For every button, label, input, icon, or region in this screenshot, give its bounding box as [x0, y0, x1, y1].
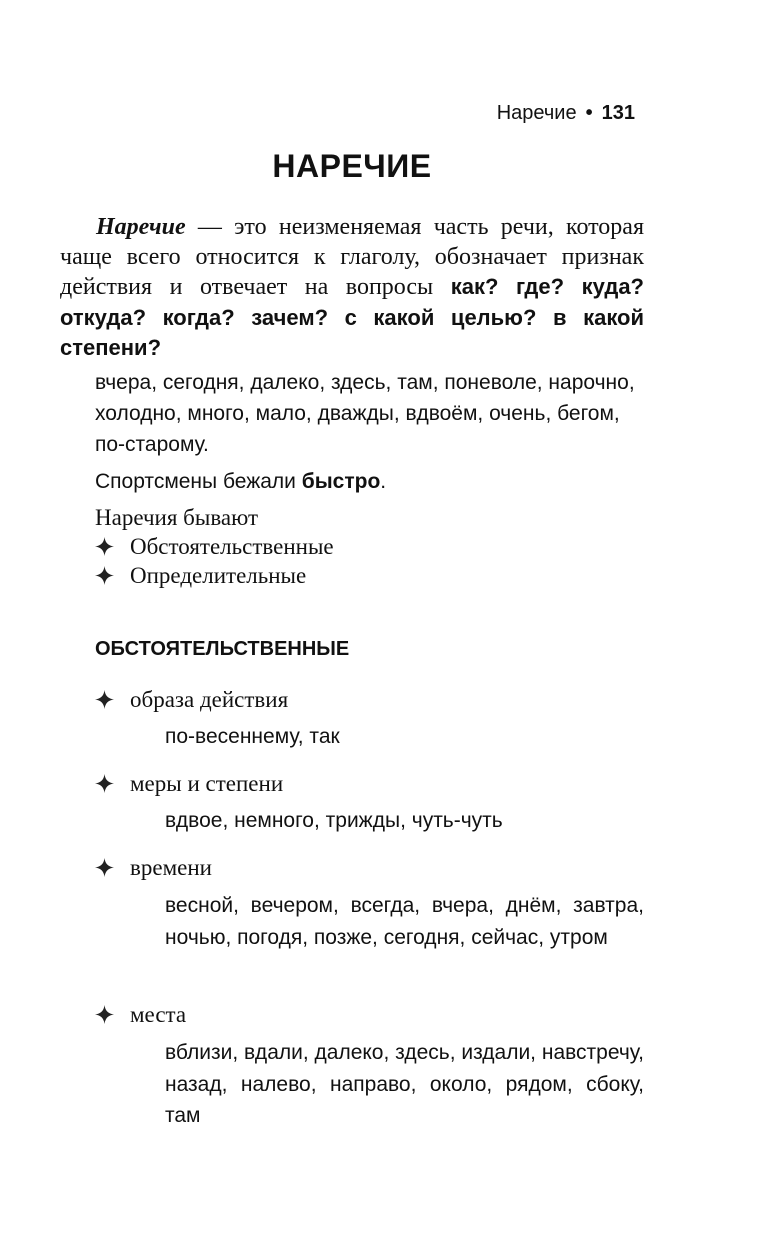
list-item	[95, 561, 334, 590]
running-head	[497, 101, 635, 125]
example-sentence-bold: быстро	[301, 470, 381, 493]
example-sentence-start: Спортсмены бежали	[95, 470, 302, 493]
running-head-section: Наречие	[496, 102, 577, 124]
four-point-star-icon	[95, 537, 114, 556]
type-item-label: Обстоятельственные	[130, 534, 334, 559]
category-words: весной, вечером, всегда, вчера, днём, завтра, ночью, погодя, позже, сегодня, сейчас, утром	[165, 894, 644, 949]
section-heading: ОБСТОЯТЕЛЬСТВЕННЫЕ	[95, 638, 350, 660]
example-words: вчера, сегодня, далеко, здесь, там, поневоле, нарочно, холодно, много, мало, дважды, вдвоём, очень, бегом, по-старому.	[95, 371, 635, 456]
category-label-text: времени	[130, 855, 212, 880]
category-label	[95, 685, 288, 714]
category-label	[95, 853, 212, 882]
definition-questions: как? где? куда? откуда? когда? зачем? с какой целью? в какой степени?	[60, 274, 644, 360]
types-intro: Наречия бывают	[95, 505, 259, 530]
example-sentence	[95, 466, 386, 497]
page-title: НАРЕЧИЕ	[272, 148, 432, 184]
example-sentence-end: .	[380, 470, 387, 493]
category-words: по-весеннему, так	[165, 725, 340, 748]
four-point-star-icon	[95, 858, 114, 877]
category-label	[95, 769, 283, 798]
type-item-label: Определительные	[130, 563, 307, 588]
four-point-star-icon	[95, 1005, 114, 1024]
definition-term: Наречие	[96, 214, 186, 240]
category-label	[95, 1000, 186, 1029]
list-item	[95, 532, 334, 561]
definition-text: — это неизменяемая часть речи, которая чаще всего относится к глаголу, обозначает признак действия и отвечает на вопросы	[60, 214, 644, 300]
four-point-star-icon	[95, 774, 114, 793]
category-label-text: меры и степени	[130, 771, 284, 796]
category-label-text: образа действия	[130, 687, 289, 712]
four-point-star-icon	[95, 690, 114, 709]
category-words: вблизи, вдали, далеко, здесь, издали, навстречу, назад, налево, направо, около, рядом, сбоку, там	[165, 1041, 645, 1127]
category-words: вдвое, немного, трижды, чуть-чуть	[165, 809, 503, 832]
page-number: 131	[601, 102, 635, 124]
definition-paragraph	[60, 213, 644, 364]
running-head-separator: •	[585, 102, 593, 124]
category-label-text: места	[130, 1002, 187, 1027]
four-point-star-icon	[95, 566, 114, 585]
types-list	[95, 532, 334, 590]
